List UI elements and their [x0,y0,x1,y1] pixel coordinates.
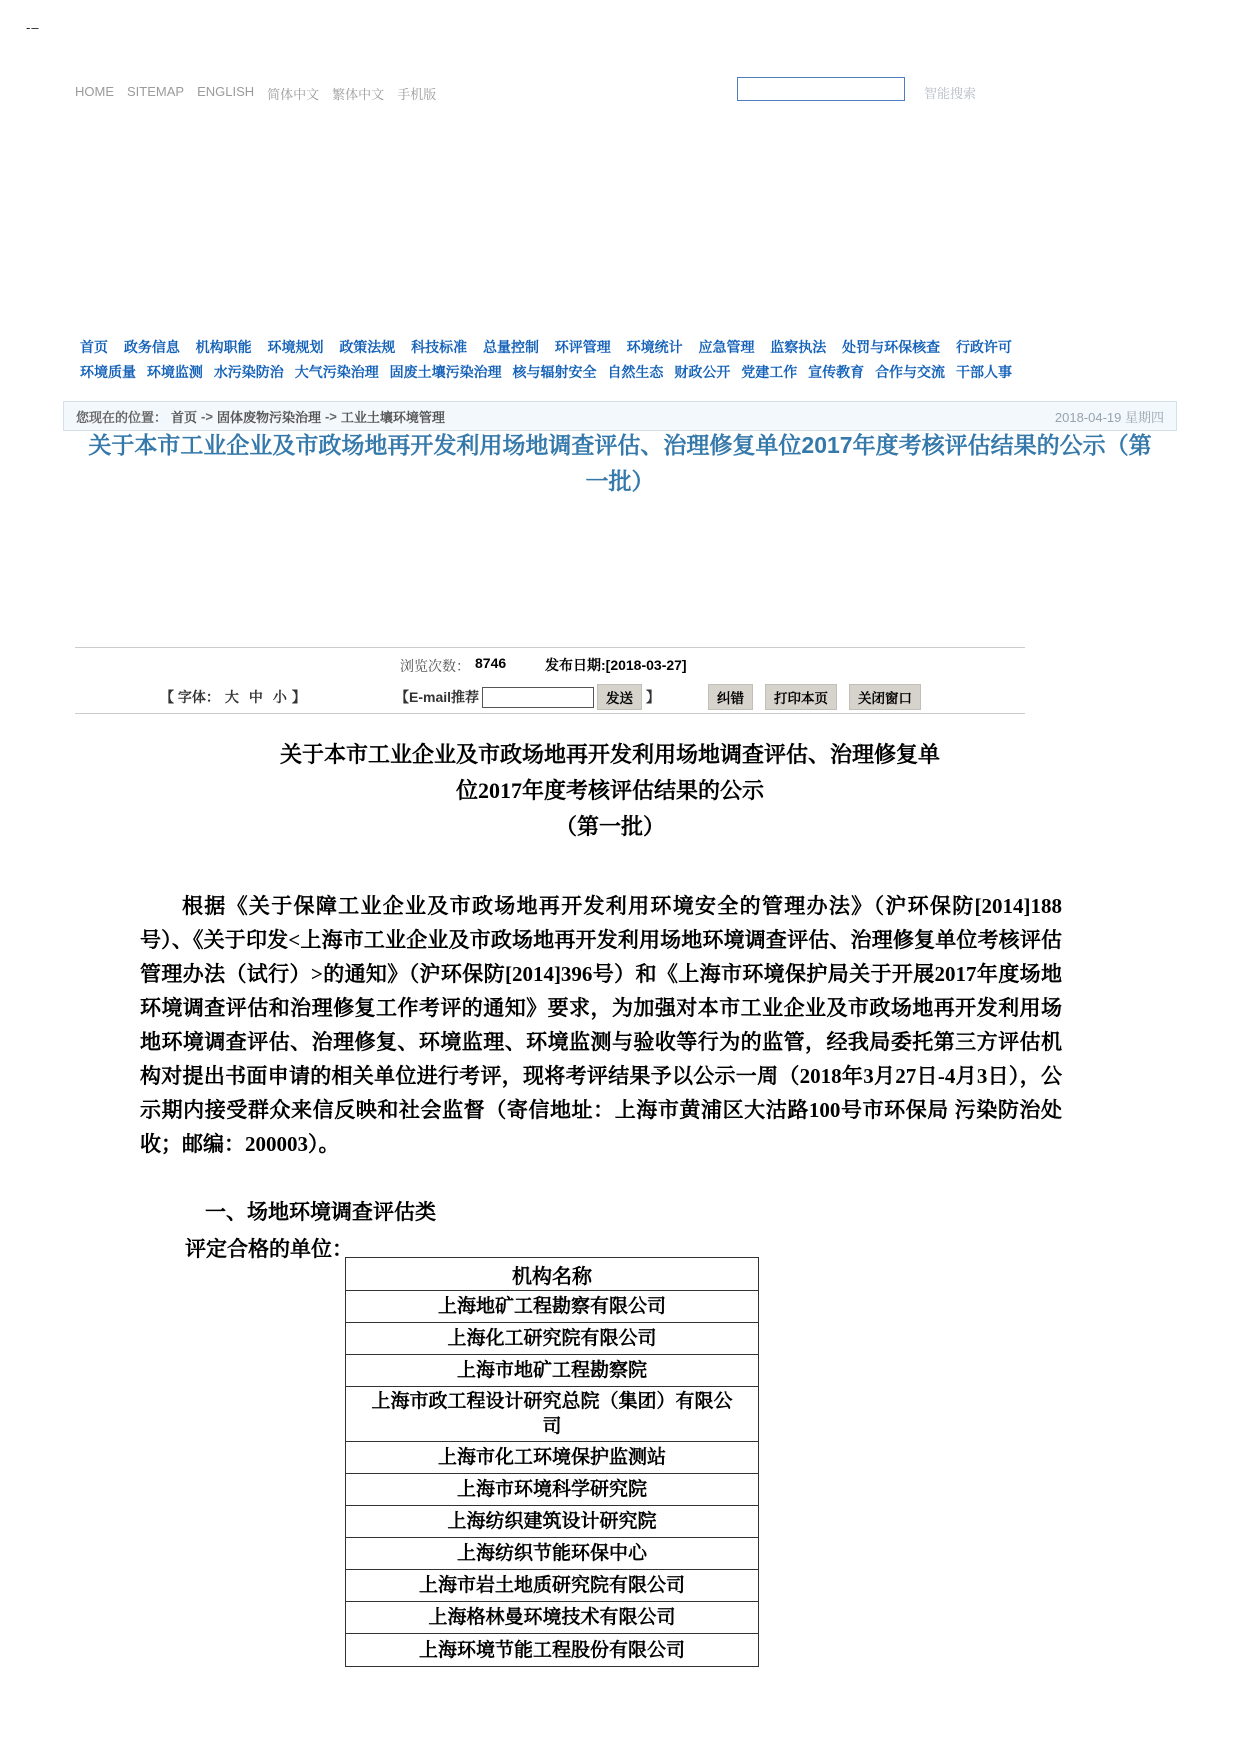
nav-link[interactable]: 环境统计 [626,339,683,355]
email-recommend-input[interactable] [482,687,594,708]
nav-link[interactable]: 核与辐射安全 [512,364,597,380]
nav-link[interactable]: 首页 [80,339,108,355]
font-widget-close: 】 [291,689,306,705]
action-button[interactable]: 打印本页 [765,684,837,710]
topbar-link[interactable]: ENGLISH [197,84,255,99]
breadcrumb-prefix: 您现在的位置： [76,409,168,425]
font-widget-open: 【 字体： [160,689,220,705]
table-row: 上海化工研究院有限公司 [346,1323,758,1355]
nav-link[interactable]: 科技标准 [411,339,468,355]
article-title-line3: （第一批） [554,814,665,839]
topbar-link[interactable]: 手机版 [397,87,437,102]
article-action-buttons [708,684,921,710]
breadcrumb-separator: -> [324,408,337,424]
page-title: 关于本市工业企业及市政场地再开发利用场地调查评估、治理修复单位2017年度考核评估结果的公示（第一批） [88,432,1152,494]
nav-link[interactable]: 合作与交流 [875,364,946,380]
breadcrumb-item-solid-waste[interactable]: 固体废物污染治理 [216,409,321,425]
nav-link[interactable]: 大气污染治理 [294,364,379,380]
nav-link[interactable]: 环评管理 [554,339,611,355]
nav-link[interactable]: 财政公开 [674,364,731,380]
table-row: 上海地矿工程勘察有限公司 [346,1291,758,1323]
nav-link[interactable]: 机构职能 [195,339,252,355]
search-input[interactable] [737,77,905,101]
nav-link[interactable]: 总量控制 [482,339,539,355]
table-row: 上海市地矿工程勘察院 [346,1355,758,1387]
nav-link[interactable]: 监察执法 [770,339,827,355]
article-title-line1: 关于本市工业企业及市政场地再开发利用场地调查评估、治理修复单 [279,742,940,767]
table-header: 机构名称 [346,1258,758,1291]
article-paragraph: 根据《关于保障工业企业及市政场地再开发利用环境安全的管理办法》（沪环保防[2014]188号）、《关于印发<上海市工业企业及市政场地再开发利用场地环境调查评估、治理修复单位考核评估管理办法（试行）>的通知》（沪环保防[2014]396号）和《上海市环境保护局关于开展2017年度场地环境调查评估和治理修复工作考评的通知》要求，为加强对本市工业企业及市政场地再开发利用场地环境调查评估、治理修复、环境监理、环境监测与验收等行为的监管，经我局委托第三方评估机构对提出书面申请的相关单位进行考评，现将考评结果予以公示一周（2018年3月27日-4月3日），公示期内接受群众来信反映和社会监督（寄信地址：上海市黄浦区大沽路100号市环保局 污染防治处收；邮编：200003）。 [140,894,1062,1156]
action-button[interactable]: 关闭窗口 [849,684,921,710]
section-heading: 一、场地环境调查评估类 [205,1200,436,1224]
nav-link[interactable]: 党建工作 [741,364,798,380]
corner-mark: -– [26,20,40,35]
email-recommend-label: 【E-mail推荐 [395,689,480,705]
table-row: 上海市环境科学研究院 [346,1474,758,1506]
email-widget-close: 】 [646,689,661,705]
table-row: 上海市政工程设计研究总院（集团）有限公司 [346,1387,758,1442]
nav-link[interactable]: 环境质量 [80,364,136,380]
font-size-small[interactable]: 小 [272,689,287,705]
nav-link[interactable]: 干部人事 [955,364,1012,380]
table-row: 上海纺织节能环保中心 [346,1538,758,1570]
nav-link[interactable]: 行政许可 [955,339,1012,355]
nav-link[interactable]: 处罚与环保核查 [842,339,941,355]
meta-toolbar-row [75,684,1025,710]
nav-link[interactable]: 政策法规 [339,339,396,355]
nav-row-2 [80,362,1012,382]
breadcrumb-item-industrial-soil[interactable]: 工业土壤环境管理 [340,409,445,425]
article-meta-bar [75,647,1025,714]
nav-link[interactable]: 自然生态 [607,364,664,380]
publish-date: 发布日期:[2018-03-27] [545,657,687,673]
nav-link[interactable]: 环境监测 [146,364,203,380]
table-row: 上海市岩土地质研究院有限公司 [346,1570,758,1602]
action-button[interactable]: 纠错 [708,684,753,710]
topbar-link[interactable]: HOME [75,84,114,99]
breadcrumb-item-home[interactable]: 首页 [171,409,198,425]
topbar-link[interactable]: SITEMAP [127,84,185,99]
nav-link[interactable]: 政务信息 [123,339,180,355]
topbar-link[interactable]: 简体中文 [267,87,320,102]
font-size-widget [160,687,306,707]
font-size-medium[interactable]: 中 [248,689,263,705]
smart-search-label: 智能搜索 [924,86,977,101]
nav-link[interactable]: 应急管理 [698,339,755,355]
table-row: 上海纺织建筑设计研究院 [346,1506,758,1538]
font-size-large[interactable]: 大 [224,689,239,705]
nav-link[interactable]: 宣传教育 [808,364,865,380]
nav-link[interactable]: 水污染防治 [213,364,284,380]
table-row: 上海环境节能工程股份有限公司 [418,1639,685,1661]
nav-link[interactable]: 环境规划 [267,339,324,355]
breadcrumb-separator: -> [201,408,213,424]
article-title-line2: 位2017年度考核评估结果的公示 [455,778,764,803]
email-recommend-widget [395,684,660,710]
institutions-table [345,1257,759,1667]
table-body [346,1291,758,1666]
topbar-link[interactable]: 繁体中文 [332,87,385,102]
table-row: 上海格林曼环境技术有限公司 [346,1602,758,1634]
views-count: 8746 [475,655,507,671]
nav-link[interactable]: 固废土壤污染治理 [389,364,502,380]
nav-row-1 [80,337,1012,357]
article-title [160,737,1060,845]
views-label: 浏览次数： [400,658,470,674]
sub-heading: 评定合格的单位： [185,1237,353,1261]
topbar-links [75,84,436,103]
send-button[interactable]: 发送 [597,684,642,710]
current-date: 2018-04-19 星期四 [1054,409,1164,425]
table-row: 上海市化工环境保护监测站 [346,1442,758,1474]
